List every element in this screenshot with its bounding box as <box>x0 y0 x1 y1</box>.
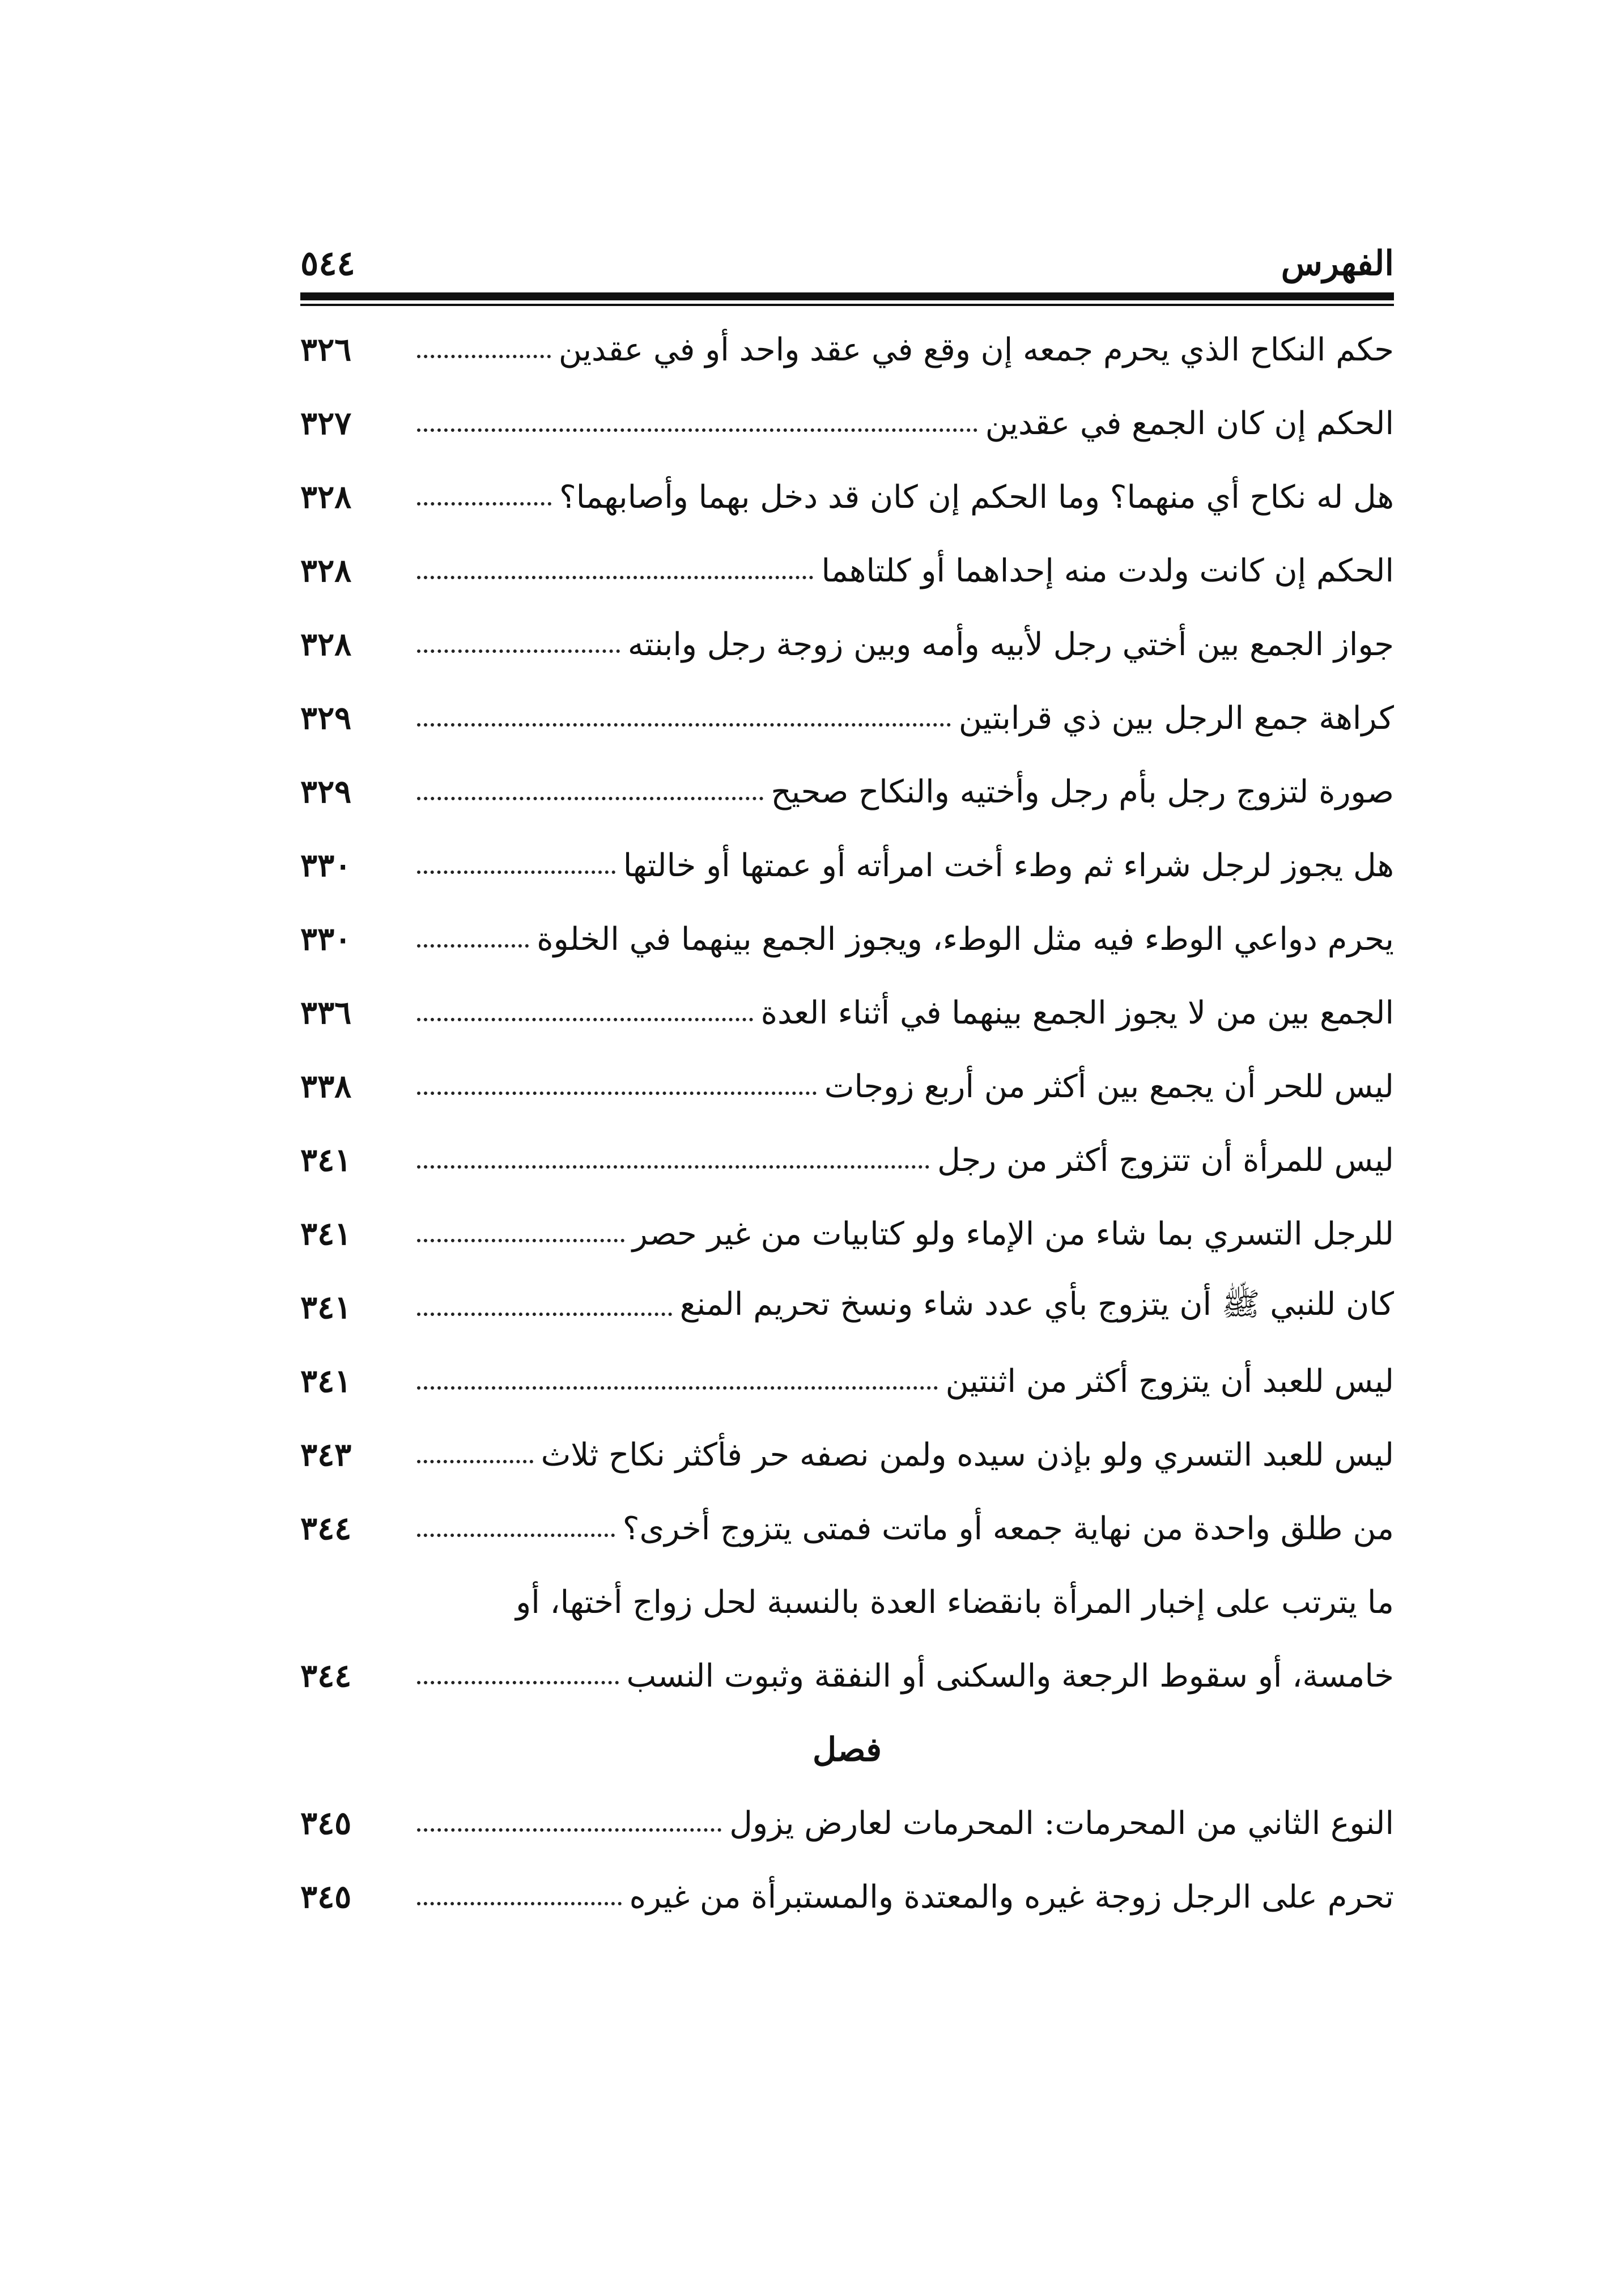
index-entry-multiline-line2 <box>300 1639 1394 1713</box>
entry-title: الجمع بين من لا يجوز الجمع بينهما في أثناء العدة <box>760 994 1394 1031</box>
entry-page-number: ٣٤٤ <box>300 1657 352 1695</box>
entry-page-number: ٣٤٥ <box>300 1804 352 1842</box>
entry-leader-dots <box>417 1460 533 1463</box>
index-entry <box>300 313 1394 387</box>
entry-page-number: ٣٢٨ <box>300 478 352 516</box>
entry-title: يحرم دواعي الوطء فيه مثل الوطء، ويجوز الجمع بينهما في الخلوة <box>537 920 1394 958</box>
page-header <box>300 238 1394 289</box>
entry-leader-dots <box>417 871 615 874</box>
index-entry <box>300 681 1394 755</box>
entry-leader-dots <box>417 1534 615 1537</box>
entry-page-number: ٣٤٤ <box>300 1510 352 1547</box>
index-entry <box>300 1123 1394 1197</box>
entry-title: تحرم على الرجل زوجة غيره والمعتدة والمستبرأة من غيره <box>629 1878 1394 1916</box>
index-entry <box>300 460 1394 534</box>
entry-title: كان للنبي ﷺ أن يتزوج بأي عدد شاء ونسخ تحريم المنع <box>679 1285 1394 1323</box>
entry-leader-dots <box>417 1902 622 1905</box>
entry-leader-dots <box>417 1018 753 1021</box>
entry-leader-dots <box>417 1313 672 1316</box>
entry-leader-dots <box>417 797 763 800</box>
entry-page-number: ٣٢٦ <box>300 331 352 368</box>
entry-page-number: ٣٢٩ <box>300 699 352 737</box>
index-entry <box>300 1050 1394 1123</box>
index-entry <box>300 1786 1394 1860</box>
entry-page-number: ٣٤١ <box>300 1289 352 1326</box>
entry-leader-dots <box>417 502 551 506</box>
index-entry <box>300 1197 1394 1271</box>
index-entry-multiline-line1 <box>300 1565 1394 1639</box>
entry-page-number: ٣٢٨ <box>300 552 352 589</box>
entry-page-number: ٣٣٨ <box>300 1068 352 1105</box>
entry-leader-dots <box>417 576 813 579</box>
entry-title: ليس للحر أن يجمع بين أكثر من أربع زوجات <box>824 1068 1394 1105</box>
entry-title: خامسة، أو سقوط الرجعة والسكنى أو النفقة وثبوت النسب <box>626 1657 1394 1695</box>
section-heading: فصل <box>813 1730 882 1769</box>
index-entry <box>300 1344 1394 1418</box>
entry-title: من طلق واحدة من نهاية جمعه أو ماتت فمتى يتزوج أخرى؟ <box>622 1510 1394 1547</box>
entry-leader-dots <box>417 1828 721 1832</box>
entry-page-number: ٣٤١ <box>300 1362 352 1400</box>
entry-page-number: ٣٢٧ <box>300 405 352 442</box>
entry-title: النوع الثاني من المحرمات: المحرمات لعارض يزول <box>729 1804 1394 1842</box>
entry-page-number: ٣٤١ <box>300 1215 352 1252</box>
entry-leader-dots <box>417 1239 624 1242</box>
entry-title: للرجل التسري بما شاء من الإماء ولو كتابيات من غير حصر <box>632 1215 1394 1252</box>
entry-title: حكم النكاح الذي يحرم جمعه إن وقع في عقد واحد أو في عقدين <box>558 331 1394 368</box>
entry-title: ليس للعبد التسري ولو بإذن سيده ولمن نصفه حر فأكثر نكاح ثلاث <box>541 1436 1394 1474</box>
entry-title: ليس للمرأة أن تتزوج أكثر من رجل <box>937 1141 1394 1179</box>
entry-leader-dots <box>417 723 951 727</box>
entry-page-number: ٣٤٥ <box>300 1878 352 1916</box>
header-rule-thin <box>300 304 1394 306</box>
entry-leader-dots <box>417 944 529 948</box>
index-entry <box>300 1492 1394 1565</box>
header-page-number: ٥٤٤ <box>300 244 355 283</box>
entry-leader-dots <box>417 1386 938 1390</box>
index-entry <box>300 976 1394 1050</box>
entry-title: كراهة جمع الرجل بين ذي قرابتين <box>958 699 1394 737</box>
header-title: الفهرس <box>1281 244 1394 283</box>
entry-title: ما يترتب على إخبار المرأة بانقضاء العدة بالنسبة لحل زواج أختها، أو <box>516 1583 1394 1621</box>
entry-page-number: ٣٣٠ <box>300 847 352 884</box>
index-entries <box>300 313 1394 1934</box>
entry-title: ليس للعبد أن يتزوج أكثر من اثنتين <box>945 1362 1394 1400</box>
entry-title: جواز الجمع بين أختي رجل لأبيه وأمه وبين زوجة رجل وابنته <box>627 626 1394 663</box>
entry-leader-dots <box>417 1092 817 1095</box>
entry-page-number: ٣٢٩ <box>300 773 352 810</box>
entry-leader-dots <box>417 428 977 432</box>
index-entry <box>300 608 1394 681</box>
index-entry <box>300 534 1394 608</box>
entry-leader-dots <box>417 649 620 653</box>
entry-page-number: ٣٤٣ <box>300 1436 352 1474</box>
entry-title: صورة لتزوج رجل بأم رجل وأختيه والنكاح صحيح <box>771 773 1394 810</box>
index-entry <box>300 1271 1394 1344</box>
index-page <box>300 238 1394 2052</box>
entry-leader-dots <box>417 1681 619 1684</box>
entry-title: هل له نكاح أي منهما؟ وما الحكم إن كان قد دخل بهما وأصابهما؟ <box>559 478 1394 516</box>
entry-title: الحكم إن كان الجمع في عقدين <box>985 405 1394 442</box>
entry-page-number: ٣٣٦ <box>300 994 352 1031</box>
index-entry <box>300 829 1394 902</box>
index-entry <box>300 387 1394 460</box>
entry-page-number: ٣٤١ <box>300 1141 352 1179</box>
entry-leader-dots <box>417 1165 929 1169</box>
entry-page-number: ٣٣٠ <box>300 920 352 958</box>
entry-leader-dots <box>417 355 551 358</box>
index-entry <box>300 755 1394 829</box>
entry-title: هل يجوز لرجل شراء ثم وطء أخت امرأته أو عمتها أو خالتها <box>623 847 1394 884</box>
index-entry <box>300 902 1394 976</box>
entry-page-number: ٣٢٨ <box>300 626 352 663</box>
index-entry <box>300 1418 1394 1492</box>
header-rule-thick <box>300 292 1394 300</box>
index-entry <box>300 1860 1394 1934</box>
entry-title: الحكم إن كانت ولدت منه إحداهما أو كلتاهما <box>821 552 1394 589</box>
